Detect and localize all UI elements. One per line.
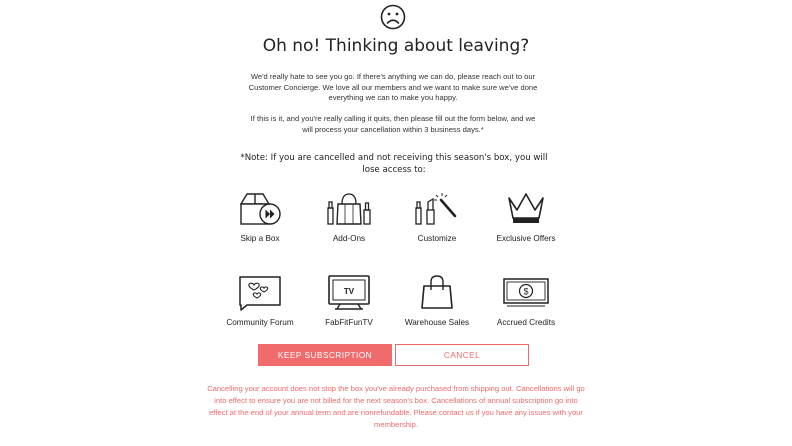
crown-icon xyxy=(503,190,549,228)
tv-icon-label: TV xyxy=(343,287,355,296)
dollar-bill-icon xyxy=(503,274,549,312)
followup-paragraph: If this is it, and you're really calling it quits, then please fill out the form below, and we will process your cancellation within 3 business days.* xyxy=(250,114,536,134)
perk-community-forum xyxy=(215,274,305,334)
access-loss-note: *Note: If you are cancelled and not receiving this season's box, you will lose access to: xyxy=(240,153,548,175)
perk-label: Community Forum xyxy=(226,318,294,327)
perk-warehouse-sales xyxy=(392,274,482,334)
svg-text:$: $ xyxy=(523,286,529,297)
perk-label: Warehouse Sales xyxy=(404,318,470,327)
perk-exclusive-offers xyxy=(481,190,571,250)
perk-fabfitfuntv xyxy=(304,274,394,334)
perk-label: Exclusive Offers xyxy=(496,234,556,243)
add-ons-bag-icon xyxy=(326,190,372,228)
perk-label: FabFitFunTV xyxy=(325,318,373,327)
cancellation-disclaimer: Cancelling your account does not stop the box you've already purchased from shipping out. Cancellations will go into effect to ensure you are not billed for the next season's box. Cancellations of annual subscription go into effect at the end of your annual term and are nonrefundable. Please contact us if you have any issues with your membership. xyxy=(207,384,585,429)
perk-label: Accrued Credits xyxy=(496,318,556,327)
perk-accrued-credits xyxy=(481,274,571,334)
box-skip-icon xyxy=(237,190,283,228)
perk-label: Customize xyxy=(417,234,457,243)
cancel-button[interactable]: CANCEL xyxy=(395,344,529,366)
perk-label: Skip a Box xyxy=(240,234,280,243)
page-title: Oh no! Thinking about leaving? xyxy=(262,36,530,56)
frown-face-icon xyxy=(380,4,406,30)
shopping-bag-icon xyxy=(414,274,460,312)
customize-wand-icon xyxy=(414,190,460,228)
community-hearts-icon xyxy=(237,274,283,312)
perk-customize xyxy=(392,190,482,250)
perk-skip-a-box xyxy=(215,190,305,250)
intro-paragraph: We'd really hate to see you go. If there's anything we can do, please reach out to our Customer Concierge. We love all our members and we want to make sure we've done everything we can to make you happy. xyxy=(248,72,538,102)
tv-icon xyxy=(326,274,372,312)
keep-subscription-button[interactable]: KEEP SUBSCRIPTION xyxy=(258,344,392,366)
perk-label: Add-Ons xyxy=(332,234,366,243)
perk-add-ons xyxy=(304,190,394,250)
